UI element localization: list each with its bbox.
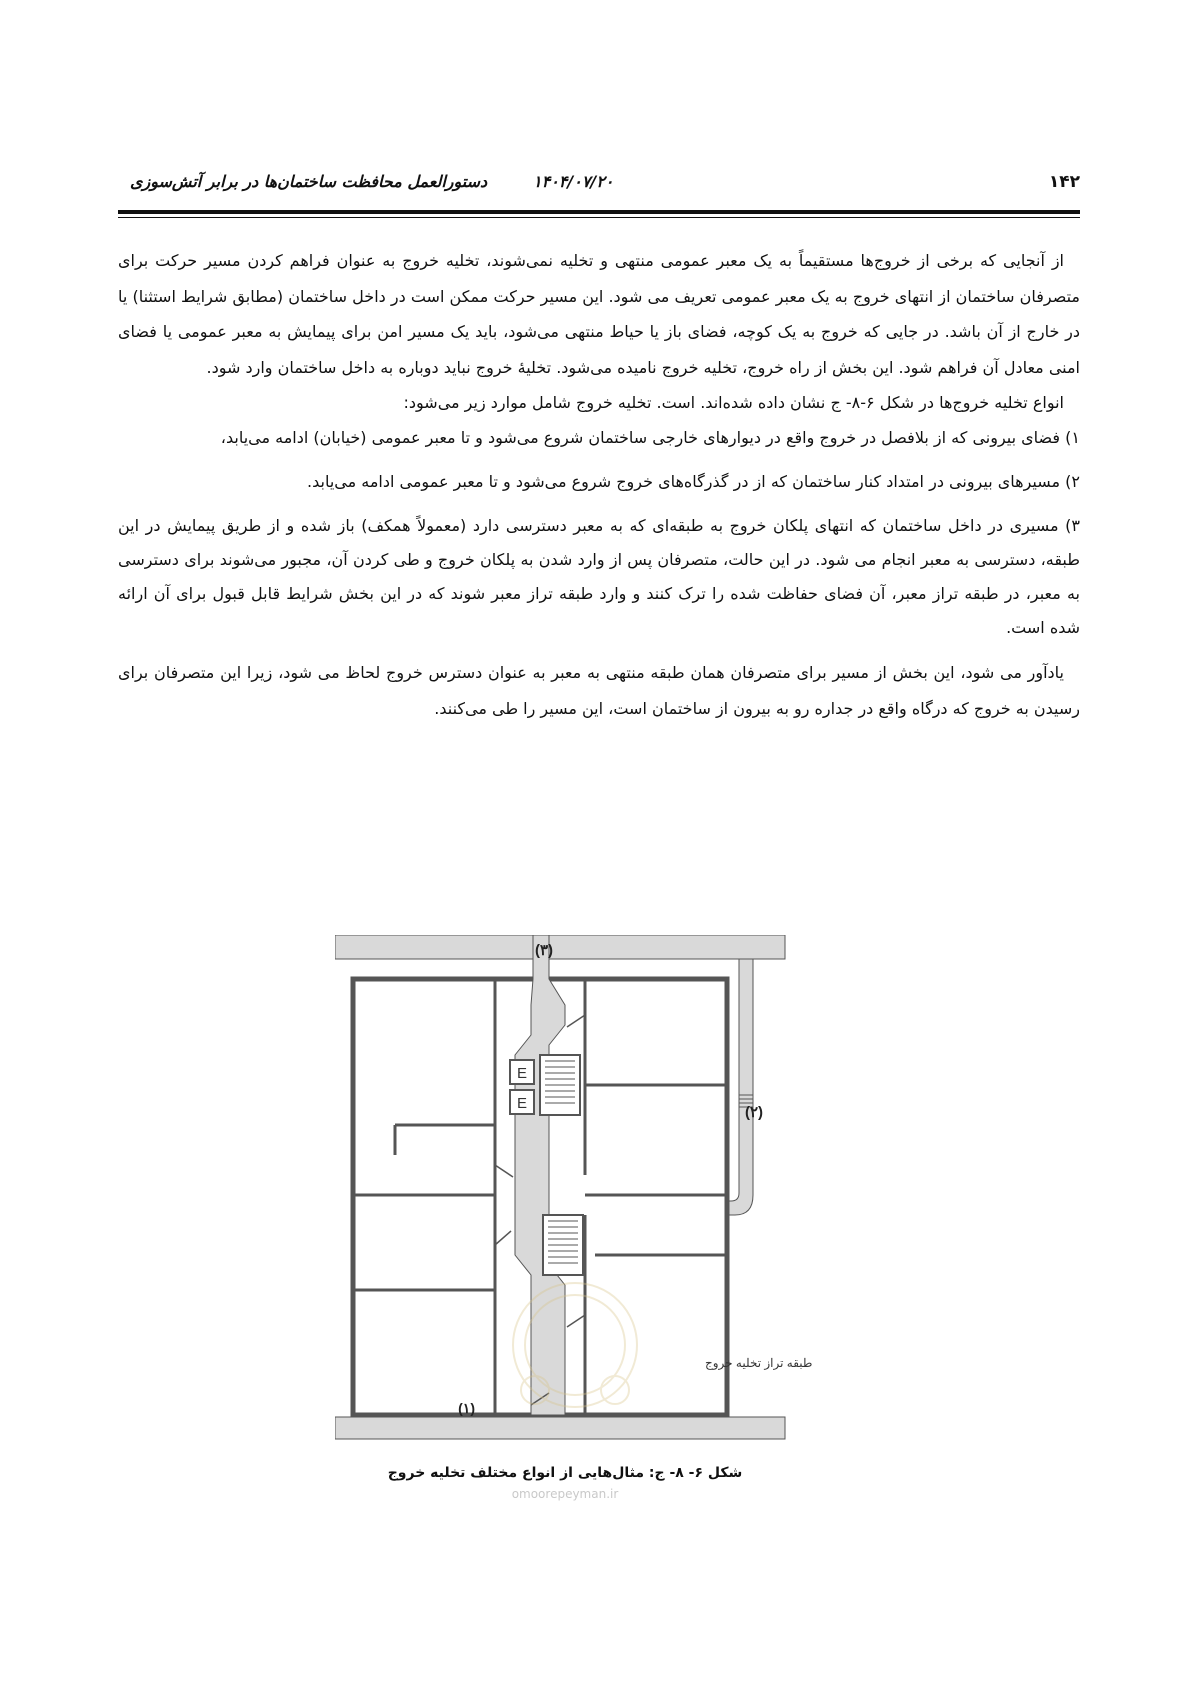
label-1: (۱) <box>458 1400 475 1416</box>
page-header <box>118 172 1080 198</box>
figure-caption: شکل ۶- ۸- ج: مثال‌هایی از انواع مختلف تخلیه خروج <box>387 1465 743 1481</box>
elevator-1-label: E <box>516 1065 528 1082</box>
body-text <box>118 243 1080 726</box>
header-date: ۱۴۰۴/۰۷/۲۰ <box>533 172 614 191</box>
header-title: دستورالعمل محافظت ساختمان‌ها در برابر آتش‌سوزی <box>130 172 488 191</box>
floor-level-label: طبقه تراز تخلیه خروج <box>705 1356 813 1370</box>
paragraph-types: انواع تخلیه خروج‌ها در شکل ۶-۸- ج نشان داده شده‌اند. است. تخلیه خروج شامل موارد زیر می‌شود: <box>403 393 1064 413</box>
label-2: (۲) <box>744 1104 763 1121</box>
paragraph-intro: از آنجایی که برخی از خروج‌ها مستقیماً به یک معبر عمومی منتهی و تخلیه نمی‌شوند، تخلیه خروج به عنوان فراهم کردن مسیر حرکت برای متصرفان ساختمان از انتهای خروج به یک معبر عمومی تعریف می شود. این مسیر حرکت ممکن است در داخل ساختمان (مطابق شرایط استثنا) یا در خارج از آن باشد. در جایی که خروج به یک کوچه، فضای باز یا حیاط منتهی می‌شود، باید یک مسیر امن برای پیمایش به معبر عمومی یا فضای امنی معادل آن فراهم شود. این بخش از راه خروج، تخلیه خروج نامیده می‌شود. تخلیهٔ خروج نباید دوباره به داخل ساختمان وارد شود. <box>118 251 1080 377</box>
bottom-sidewalk <box>335 1417 785 1439</box>
list-item-2: ۲) مسیرهای بیرونی در امتداد کنار ساختمان که از در گذرگاه‌های خروج شروع می‌شود و تا معبر عمومی ادامه می‌یابد. <box>307 471 1080 491</box>
list-item-1: ۱) فضای بیرونی که از بلافصل در خروج واقع در دیوارهای خارجی ساختمان شروع می‌شود و تا معبر عمومی (خیابان) ادامه می‌یابد، <box>220 427 1080 447</box>
label-3: (۳) <box>534 942 553 959</box>
header-rule-thin <box>118 217 1080 218</box>
page-number: ۱۴۲ <box>1048 172 1080 192</box>
top-sidewalk <box>335 935 785 959</box>
header-rule-thick <box>118 210 1080 214</box>
elevator-2-label: E <box>516 1095 528 1112</box>
paragraph-note: یادآور می شود، این بخش از مسیر برای متصرفان همان طبقه منتهی به معبر به عنوان دسترس خروج لحاظ می شود، زیرا این متصرفان برای رسیدن به خروج که درگاه واقع در جداره رو به بیرون از ساختمان است، این مسیر را طی می‌کنند. <box>118 662 1080 718</box>
watermark-url: omoorepeyman.ir <box>511 1487 619 1501</box>
floor-plan-figure <box>335 935 825 1445</box>
list-item-3: ۳) مسیری در داخل ساختمان که انتهای پلکان خروج به طبقه‌ای که به معبر دسترسی دارد (معمولاً همکف) باز شده و از طریق پیمایش در این طبقه، دسترسی به معبر انجام می شود. در این حالت، متصرفان پس از وارد شدن به پلکان خروج و طی کردن آن، مجبور می‌شوند برای دسترسی به معبر، در طبقه تراز معبر، آن فضای حفاظت شده را ترک کنند و وارد طبقه تراز معبر شوند که در این بخش شرایط قابل قبول برای آن ارائه شده است. <box>118 515 1080 637</box>
